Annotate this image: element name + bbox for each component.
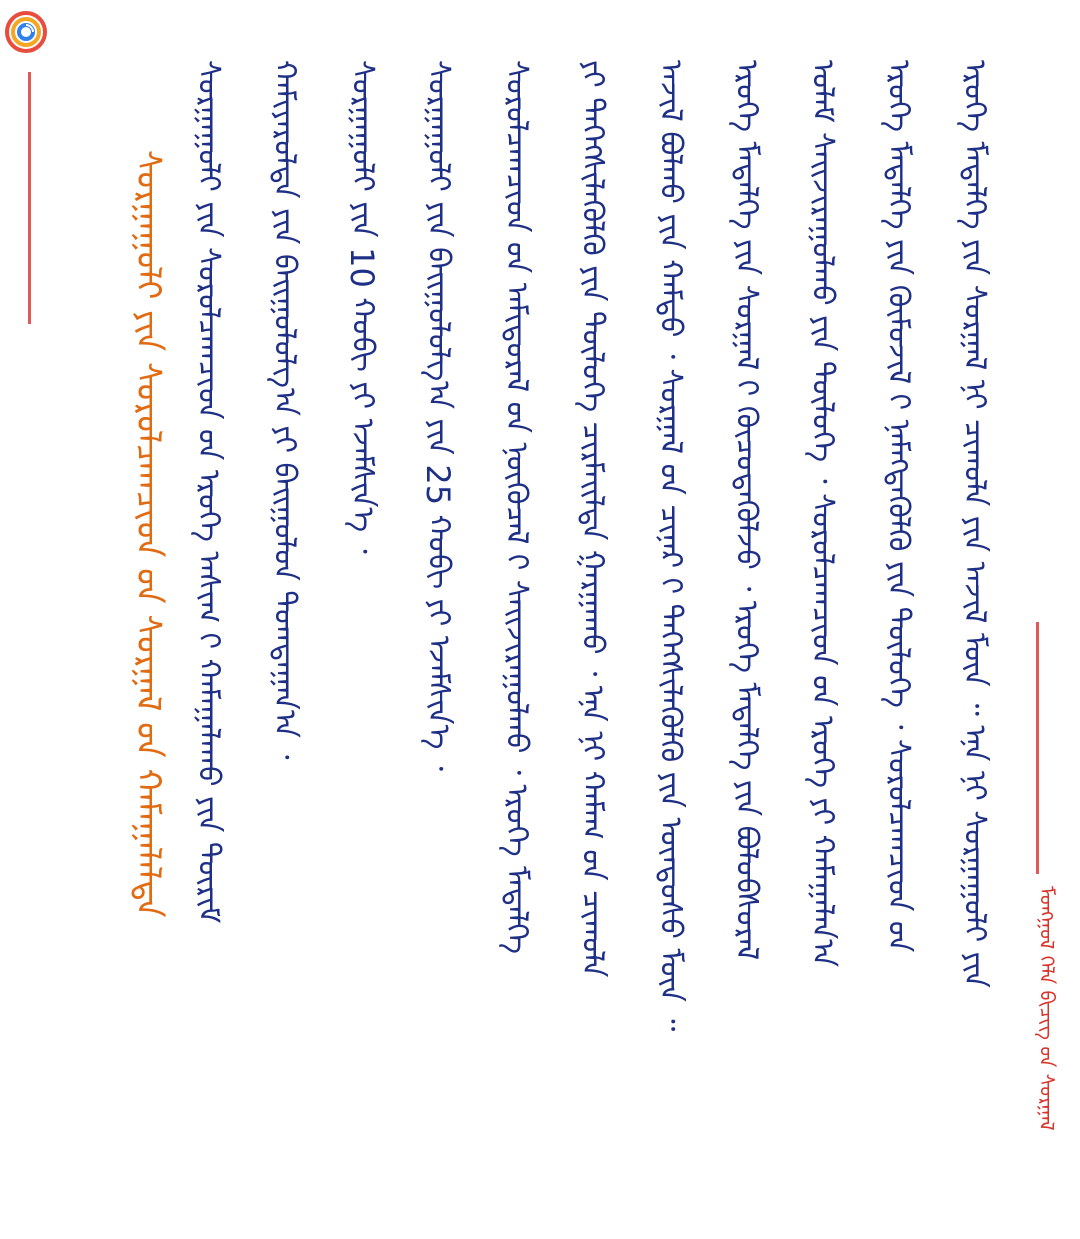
right-divider [1036,622,1039,874]
article-title: ᠰᠤᠷᠭᠠᠭᠤᠯᠢ ᠶᠢᠨ ᠰᠤᠷᠤᠯᠴᠠᠭᠴᠢᠳ ᠤ᠋ᠨ ᠰᠤᠷᠭᠠᠯ ᠤ᠋ᠨ ᠬᠠᠮᠠᠭᠠᠯᠠᠯᠲᠠ [128,150,168,918]
source-caption: ᠮᠣᠩᠭᠣᠯ ᠬᠡᠯᠡ ᠪᠢᠴᠢᠭ᠌ ᠤ᠋ᠨ ᠰᠤᠷᠭᠠᠯ [1035,886,1059,1131]
logo-icon [4,10,48,54]
body-column-6: ᠶᠢ ᠳᠡᠭᠡᠭᠰᠢᠯᠡᠭᠦᠯᠬᠦ ᠶᠢᠨ ᠲᠥᠯᠥᠭᠡ ᠴᠢᠷᠮᠠᠢᠯᠲᠠ ᠭᠠᠷᠭᠠᠬᠤ ᠂ ᠡᠨᠡ ᠨᠢ ᠬᠠᠮᠠᠭ ᠤ᠋ᠨ ᠴᠢᠬᠤᠯᠠ [575,60,610,978]
number-10: 10 [343,247,381,288]
number-25: 25 [419,464,457,506]
body-column-4: ᠰᠤᠷᠭᠠᠭᠤᠯᠢ ᠶᠢᠨ ᠪᠠᠢᠭᠤᠯᠤᠯᠭ᠎ᠠ ᠶᠢᠨ 25 ᠬᠤᠪᠢ ᠶᠢ ᠡᠵᠡᠮᠰᠢᠨ᠎ᠡ ᠂ [419,60,457,771]
left-divider [28,72,31,324]
body-column-7: ᠠᠵᠢᠯ ᠪᠣᠯᠬᠤ ᠶᠢᠨ ᠬᠠᠮᠲᠤ ᠂ ᠰᠤᠷᠭᠠᠯ ᠤ᠋ᠨ ᠴᠢᠨᠠᠷ ᠢ᠋ ᠳᠡᠭᠡᠭᠰᠢᠯᠡᠭᠦᠯᠬᠦ ᠶᠢᠨ ᠦᠨᠳᠦᠰᠦ ᠮᠥᠨ ᠃ [653,60,688,1032]
body-column-3: ᠰᠤᠷᠭᠠᠭᠤᠯᠢ ᠶᠢᠨ 10 ᠬᠤᠪᠢ ᠶᠢ ᠡᠵᠡᠮᠰᠢᠨ᠎ᠡ ᠂ [343,60,381,554]
body-column-1: ᠰᠤᠷᠭᠠᠭᠤᠯᠢ ᠶᠢᠨ ᠰᠤᠷᠤᠯᠴᠠᠭᠴᠢᠳ ᠤ᠋ᠨ ᠡᠷᠦᠬᠡ ᠠᠰᠢᠭ᠋ ᠢ᠋ ᠬᠠᠮᠠᠭᠠᠯᠠᠬᠤ ᠶᠢᠨ ᠳᠦᠷᠢᠮ [191,60,226,924]
body-column-5: ᠰᠤᠷᠤᠯᠴᠠᠭᠴᠢᠳ ᠤ᠋ᠨ ᠠᠮᠢᠳᠤᠷᠠᠯ ᠤ᠋ᠨ ᠨᠥᠬᠥᠴᠡᠯ ᠢ᠋ ᠰᠠᠢᠵᠢᠷᠠᠭᠤᠯᠬᠤ ᠂ ᠡᠷᠦᠬᠡ ᠮᠡᠳᠡᠯᠭᠡ [499,60,534,954]
body-column-11: ᠡᠷᠦᠬᠡ ᠮᠡᠳᠡᠯᠭᠡ ᠶᠢᠨ ᠰᠤᠷᠭᠠᠯ ᠨᠢ ᠴᠢᠬᠤᠯᠠ ᠶᠢᠨ ᠠᠵᠢᠯ ᠮᠥᠨ ᠃ ᠡᠨᠡ ᠨᠢ ᠰᠤᠷᠭᠠᠭᠤᠯᠢ ᠶᠢᠨ [957,60,992,988]
body-column-2: ᠬᠠᠮᠢᠶᠠᠷᠤᠯᠲᠠ ᠶᠢᠨ ᠪᠠᠢᠭᠤᠯᠤᠯᠭ᠎ᠠ ᠶᠢ ᠪᠠᠢᠭᠤᠯᠤᠨ ᠲᠣᠭᠲᠠᠭᠠᠨ᠎ᠠ ᠂ [267,60,302,760]
body-column-8: ᠡᠷᠦᠬᠡ ᠮᠡᠳᠡᠯᠭᠡ ᠶᠢᠨ ᠰᠤᠷᠭᠠᠯ ᠢ᠋ ᠬᠦᠴᠦᠳᠡᠭᠦᠯᠵᠦ ᠂ ᠡᠷᠦᠬᠡ ᠮᠡᠳᠡᠯᠭᠡ ᠶᠢᠨ ᠪᠣᠯᠤᠪᠰᠤᠷᠠᠯ [729,60,764,961]
body-column-10: ᠡᠷᠦᠬᠡ ᠮᠡᠳᠡᠯᠭᠡ ᠶᠢᠨ ᠬᠦᠮᠦᠵᠢᠯ ᠢ᠋ ᠨᠡᠮᠡᠭᠳᠡᠭᠦᠯᠬᠦ ᠶᠢᠨ ᠲᠥᠯᠥᠭᠡ ᠂ ᠰᠤᠷᠤᠯᠴᠠᠭᠴᠢᠳ ᠤ᠋ᠨ [881,60,916,953]
body-column-9: ᠤᠯᠠᠮ ᠰᠠᠢᠵᠢᠷᠠᠭᠤᠯᠬᠤ ᠶᠢᠨ ᠲᠥᠯᠥᠭᠡ ᠂ ᠰᠤᠷᠤᠯᠴᠠᠭᠴᠢᠳ ᠤ᠋ᠨ ᠡᠷᠦᠬᠡ ᠶᠢ ᠬᠠᠮᠠᠭᠠᠯᠠᠨ᠎ᠠ [805,60,840,968]
